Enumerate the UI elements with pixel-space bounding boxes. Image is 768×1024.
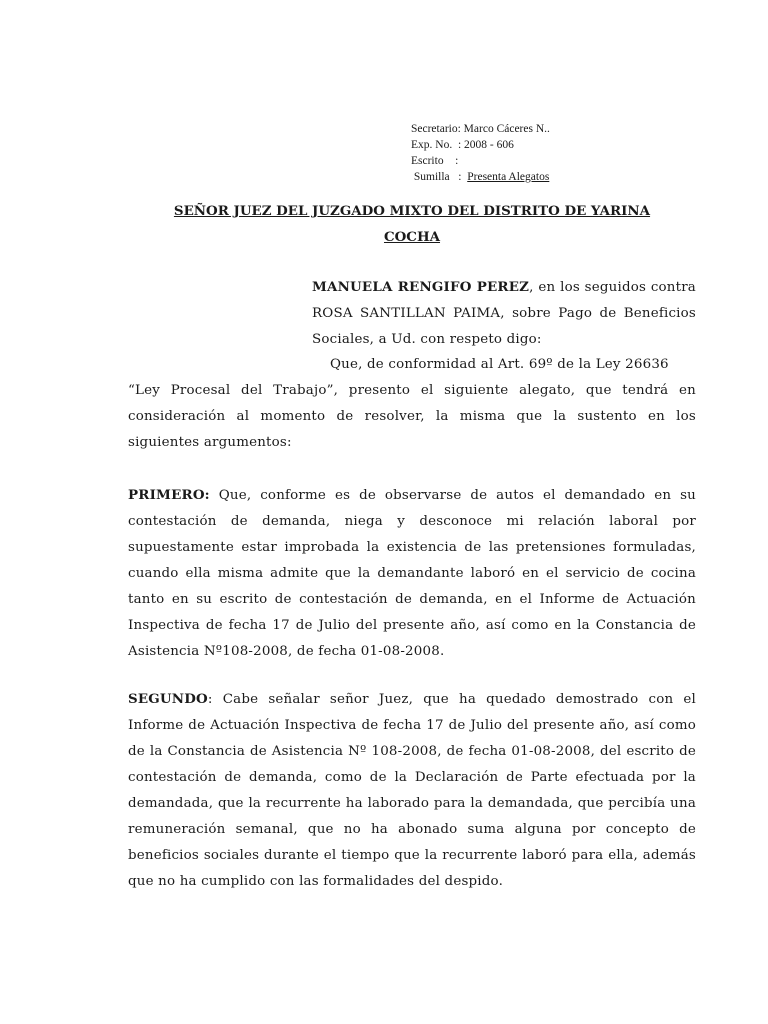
intro-text: , en los seguidos contra ROSA SANTILLAN PAIMA, sobre Pago de Beneficios Sociales, a Ud. con respeto digo:: [312, 280, 696, 347]
plaintiff-name: MANUELA RENGIFO PEREZ: [312, 279, 530, 295]
secretario-line: Secretario: Marco Cáceres N..: [411, 123, 550, 135]
preamble-text: “Ley Procesal del Trabajo”, presento el siguiente alegato, que tendrá en consideración al momento de resolver, la misma que la sustento en los siguientes argumentos:: [128, 383, 696, 450]
preamble-paragraph: [128, 352, 696, 456]
sumilla-line: [411, 169, 550, 185]
primero-label: PRIMERO:: [128, 487, 210, 503]
segundo-text: : Cabe señalar señor Juez, que ha quedado demostrado con el Informe de Actuación Inspectiva de fecha 17 de Julio del presente año, así como de la Constancia de Asistencia Nº 108-2008, de fecha 01-08-2008, del escrito de contestación de demanda, como de la Declaración de Parte efectuada por la demandada, que la recurrente ha laborado para la demandada, que percibía una remuneración semanal, que no ha abonado suma alguna por concepto de beneficios sociales durante el tiempo que la recurrente laboró para ella, además que no ha cumplido con las formalidades del despido.: [128, 692, 696, 889]
escrito-line: Escrito :: [411, 155, 459, 167]
segundo-label: SEGUNDO: [128, 691, 208, 707]
intro-paragraph: [312, 274, 696, 353]
title-line-1: SEÑOR JUEZ DEL JUZGADO MIXTO DEL DISTRITO DE YARINA: [173, 203, 651, 219]
preamble-lead: Que, de conformidad al Art. 69º de la Ley 26636: [330, 357, 669, 372]
exp-line: Exp. No. : 2008 - 606: [411, 139, 514, 151]
title-line-2: COCHA: [383, 229, 441, 245]
primero-text: Que, conforme es de observarse de autos el demandado en su contestación de demanda, niega y desconoce mi relación laboral por supuestamente estar improbada la existencia de las pretensiones formuladas, cuando ella misma admite que la demandante laboró en el servicio de cocina tanto en su escrito de contestación de demanda, en el Informe de Actuación Inspectiva de fecha 17 de Julio del presente año, así como en la Constancia de Asistencia Nº108-2008, de fecha 01-08-2008.: [128, 488, 696, 659]
primero-paragraph: [128, 482, 696, 665]
sumilla-value: Presenta Alegatos: [467, 171, 550, 183]
document-title: [128, 198, 696, 250]
segundo-paragraph: [128, 686, 696, 895]
sumilla-label: Sumilla :: [411, 171, 468, 183]
case-header: [411, 121, 550, 185]
